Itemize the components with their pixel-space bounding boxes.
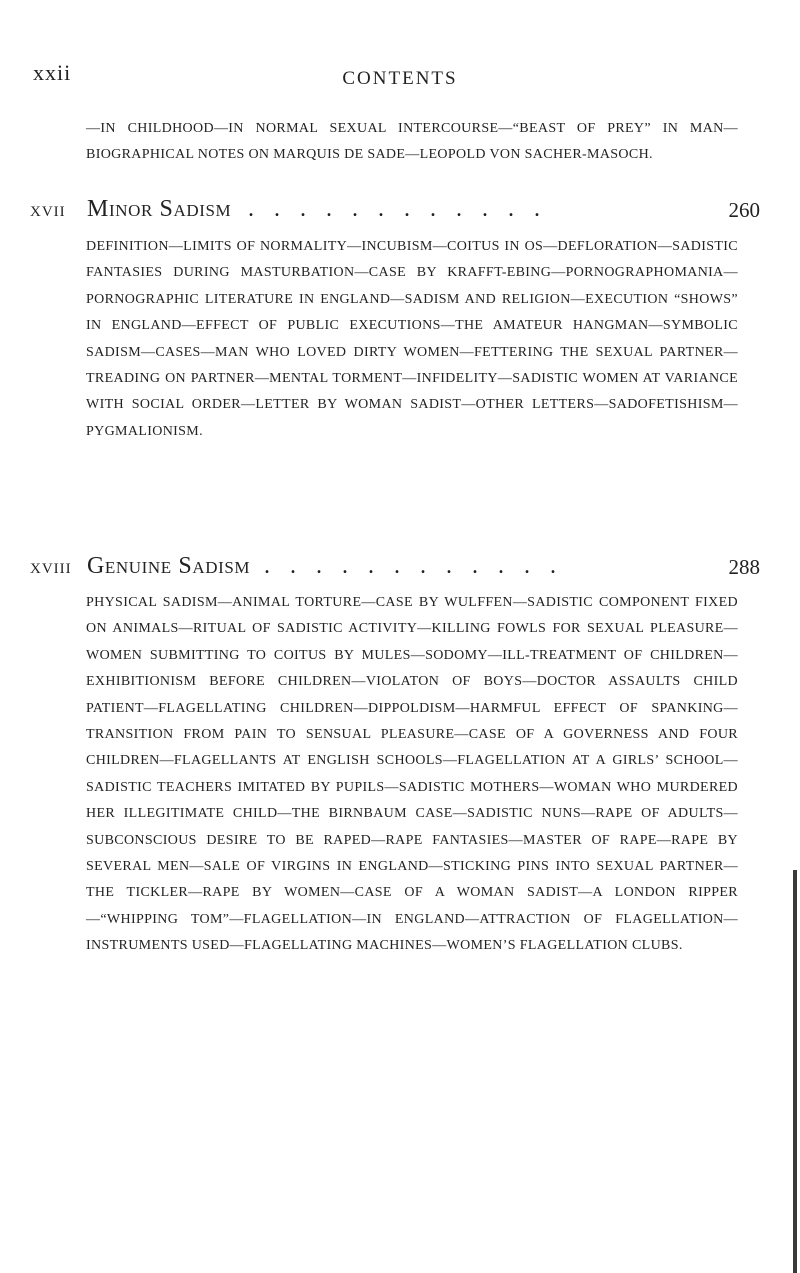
page-folio: xxii bbox=[33, 60, 72, 85]
chapter-summary: DEFINITION—LIMITS OF NORMALITY—INCUBISM—COITUS IN OS—DEFLORATION—SADISTIC FANTASIES DURING MASTURBATION—CASE BY KRAFFT-EBING—PORNOGRAPHOMANIA—PORNOGRAPHIC LITERATURE IN ENGLAND—SADISM AND RELIGION—EXECUTION “SHOWS” IN ENGLAND—EFFECT OF PUBLIC EXECUTIONS—THE AMATEUR HANGMAN—SYMBOLIC SADISM—CASES—MAN WHO LOVED DIRTY WOMEN—FETTERING THE SEXUAL PARTNER—TREADING ON PARTNER—MENTAL TORMENT—INFIDELITY—SADISTIC WOMEN AT VARIANCE WITH SOCIAL ORDER—LETTER BY WOMAN SADIST—OTHER LETTERS—SADOFETISHISM—PYGMALIONISM. bbox=[86, 239, 738, 439]
chapter-page-number: 260 bbox=[728, 198, 760, 222]
chapter-dot-leader: . . . . . . . . . . . . bbox=[264, 553, 563, 579]
chapter-summary-block-xviii bbox=[86, 590, 738, 960]
scan-edge-rule bbox=[793, 870, 797, 1273]
continuation-block bbox=[86, 116, 738, 169]
chapter-entry-xvii bbox=[30, 196, 760, 226]
chapter-title: Genuine Sadism bbox=[87, 553, 251, 579]
chapter-summary-block-xvii bbox=[86, 234, 738, 445]
chapter-page-number: 288 bbox=[728, 555, 760, 579]
chapter-dot-leader: . . . . . . . . . . . . bbox=[248, 196, 547, 222]
continuation-summary: —IN CHILDHOOD—IN NORMAL SEXUAL INTERCOURSE—“BEAST OF PREY” IN MAN—BIOGRAPHICAL NOTES ON MARQUIS DE SADE—LEOPOLD VON SACHER-MASOCH. bbox=[86, 121, 738, 163]
chapter-number: XVIII bbox=[30, 561, 72, 577]
chapter-number: XVII bbox=[30, 204, 66, 220]
running-title: CONTENTS bbox=[342, 68, 458, 89]
chapter-title: Minor Sadism bbox=[87, 196, 232, 222]
chapter-summary: PHYSICAL SADISM—ANIMAL TORTURE—CASE BY WULFFEN—SADISTIC COMPONENT FIXED ON ANIMALS—RITUAL OF SADISTIC ACTIVITY—KILLING FOWLS FOR SEXUAL PLEASURE—WOMEN SUBMITTING TO COITUS BY MULES—SODOMY—ILL-TREATMENT OF CHILDREN—EXHIBITIONISM BEFORE CHILDREN—VIOLATON OF BOYS—DOCTOR ASSAULTS CHILD PATIENT—FLAGELLATING CHILDREN—DIPPOLDISM—HARMFUL EFFECT OF SPANKING—TRANSITION FROM PAIN TO SENSUAL PLEASURE—CASE OF A GOVERNESS AND FOUR CHILDREN—FLAGELLANTS AT ENGLISH SCHOOLS—FLAGELLATION AT A GIRLS’ SCHOOL—SADISTIC TEACHERS IMITATED BY PUPILS—SADISTIC MOTHERS—WOMAN WHO MURDERED HER ILLEGITIMATE CHILD—THE BIRNBAUM CASE—SADISTIC NUNS—RAPE OF ADULTS—SUBCONSCIOUS DESIRE TO BE RAPED—RAPE FANTASIES—MASTER OF RAPE—RAPE BY SEVERAL MEN—SALE OF VIRGINS IN ENGLAND—STICKING PINS INTO SEXUAL PARTNER—THE TICKLER—RAPE BY WOMEN—CASE OF A WOMAN SADIST—A LONDON RIPPER—“WHIPPING TOM”—FLAGELLATION—IN ENGLAND—ATTRACTION OF FLAGELLATION—INSTRUMENTS USED—FLAGELLATING MACHINES—WOMEN’S FLAGELLATION CLUBS. bbox=[86, 595, 738, 954]
chapter-entry-xviii bbox=[30, 553, 760, 583]
